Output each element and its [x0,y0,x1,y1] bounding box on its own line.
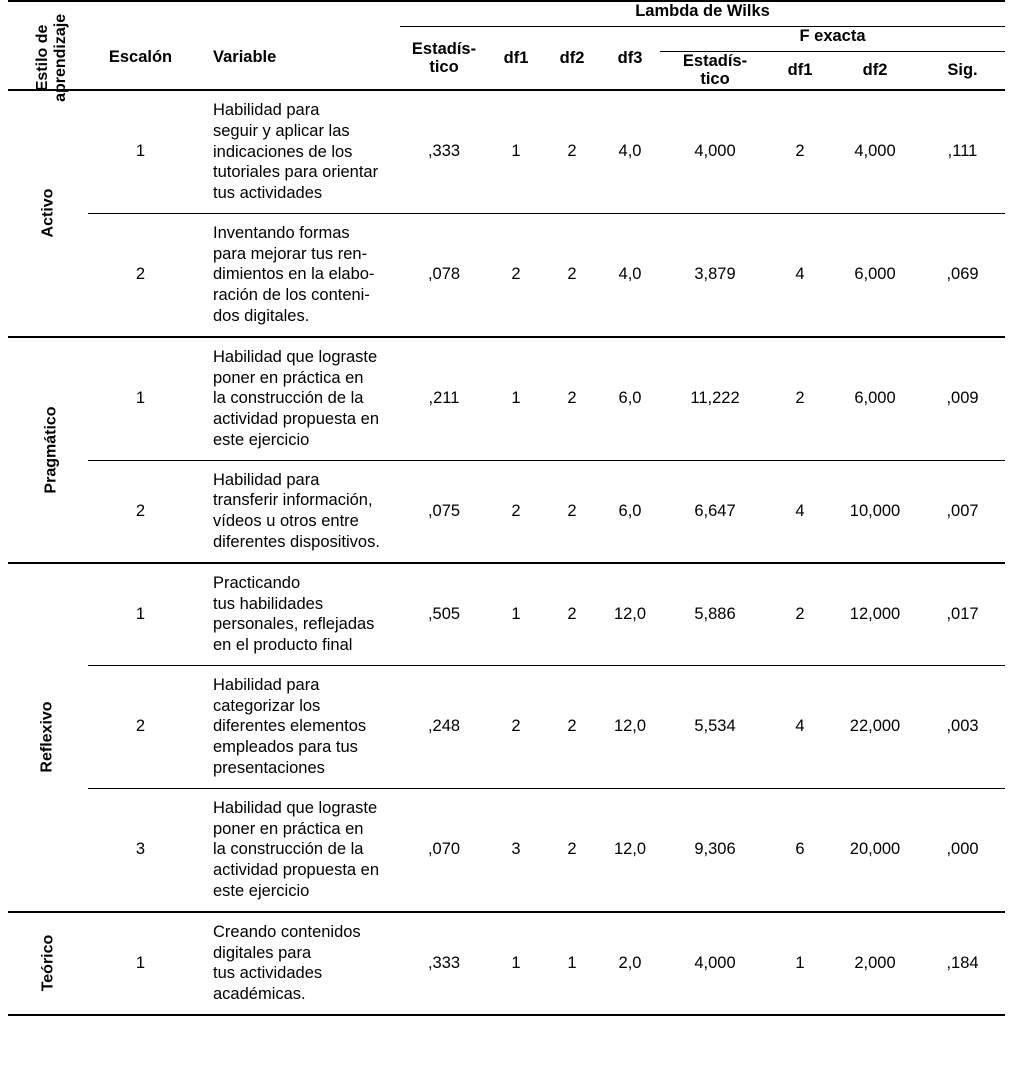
header-lambda-df2: df2 [559,48,585,67]
cell-lambda-df2: 2 [544,90,600,213]
cell-f-estadistico: 4,000 [660,912,770,1014]
estilo-label: Pragmático [42,406,60,494]
header-f-df2: df2 [862,61,888,80]
header-f-estadistico [660,52,770,90]
cell-variable: Habilidad para transferir información, vídeos u otros entre diferentes dispositivos. [193,460,400,563]
cell-lambda-df3: 12,0 [600,563,660,666]
cell-lambda-df1: 2 [488,665,544,788]
header-lambda-estadistico-line2: tico [429,57,459,76]
header-variable: Variable [213,48,277,67]
cell-variable: Habilidad que lograste poner en práctica en la construcción de la actividad propuesta en este ejercicio [193,788,400,911]
cell-escalon: 2 [88,665,193,788]
table-header [8,1,1005,102]
cell-f-df2: 2,000 [830,912,920,1014]
cell-escalon: 1 [88,563,193,666]
cell-lambda-estadistico: ,211 [400,337,488,460]
cell-f-estadistico: 5,886 [660,563,770,666]
cell-estilo-de-aprendizaje [8,912,88,1014]
cell-lambda-df1: 2 [488,460,544,563]
cell-f-sig: ,003 [920,665,1005,788]
cell-f-df2: 4,000 [830,90,920,213]
header-lambda-df3: df3 [617,48,643,67]
cell-f-df1: 4 [770,460,830,563]
cell-lambda-df1: 1 [488,90,544,213]
table-row [8,788,1005,911]
cell-f-estadistico: 11,222 [660,337,770,460]
table-bottom-rule [8,1014,1005,1016]
cell-variable: Habilidad para categorizar los diferentes elementos empleados para tus presentaciones [193,665,400,788]
cell-lambda-df2: 2 [544,337,600,460]
cell-lambda-estadistico: ,248 [400,665,488,788]
table-row [8,460,1005,563]
cell-f-df2: 12,000 [830,563,920,666]
cell-f-estadistico: 4,000 [660,90,770,213]
cell-f-estadistico: 6,647 [660,460,770,563]
table-row [8,563,1005,666]
header-row-fexacta [8,27,1005,52]
cell-escalon: 1 [88,337,193,460]
header-estilo-line2: aprendizaje [52,13,70,102]
cell-escalon: 3 [88,788,193,911]
cell-estilo-de-aprendizaje [8,337,88,563]
cell-f-sig: ,111 [920,90,1005,213]
cell-lambda-df3: 6,0 [600,337,660,460]
cell-lambda-df2: 2 [544,213,600,336]
cell-f-df2: 10,000 [830,460,920,563]
cell-lambda-estadistico: ,075 [400,460,488,563]
cell-escalon: 2 [88,460,193,563]
cell-lambda-estadistico: ,070 [400,788,488,911]
cell-lambda-df1: 3 [488,788,544,911]
header-row-lambda [8,1,1005,27]
cell-f-df1: 2 [770,337,830,460]
cell-lambda-estadistico: ,078 [400,213,488,336]
cell-lambda-df3: 4,0 [600,90,660,213]
cell-variable: Inventando formas para mejorar tus ren- dimientos en la elabo- ración de los conteni- dos digitales. [193,213,400,336]
cell-lambda-df2: 2 [544,460,600,563]
cell-f-estadistico: 9,306 [660,788,770,911]
cell-lambda-df2: 2 [544,788,600,911]
estilo-label: Teórico [38,934,56,992]
cell-escalon: 1 [88,912,193,1014]
cell-lambda-df3: 4,0 [600,213,660,336]
cell-f-sig: ,009 [920,337,1005,460]
header-escalon: Escalón [108,48,173,67]
cell-f-sig: ,069 [920,213,1005,336]
header-f-df1: df1 [787,61,813,80]
header-spacer-step [88,1,193,27]
cell-f-df1: 4 [770,665,830,788]
cell-escalon: 1 [88,90,193,213]
cell-lambda-df3: 6,0 [600,460,660,563]
cell-estilo-de-aprendizaje [8,90,88,337]
cell-f-df2: 6,000 [830,337,920,460]
table-row [8,337,1005,460]
cell-lambda-estadistico: ,333 [400,912,488,1014]
header-f-estadistico-line1: Estadís- [682,52,748,70]
cell-lambda-df1: 1 [488,912,544,1014]
cell-lambda-estadistico: ,333 [400,90,488,213]
header-f-sig: Sig. [947,61,978,80]
table-row [8,912,1005,1014]
cell-f-sig: ,017 [920,563,1005,666]
header-lambda-estadistico-line1: Estadís- [411,39,477,58]
cell-f-df1: 4 [770,213,830,336]
cell-lambda-df2: 1 [544,912,600,1014]
cell-lambda-estadistico: ,505 [400,563,488,666]
cell-lambda-df2: 2 [544,563,600,666]
cell-f-df1: 1 [770,912,830,1014]
header-f-estadistico-line2: tico [700,70,730,89]
header-group-f-exacta: F exacta [660,27,1005,52]
cell-f-df2: 20,000 [830,788,920,911]
cell-lambda-df3: 12,0 [600,788,660,911]
header-estilo-line1: Estilo de [34,24,52,92]
wilks-lambda-table [8,0,1005,1014]
table-row [8,665,1005,788]
header-lambda-estadistico [400,27,488,90]
table-row [8,213,1005,336]
table-row [8,90,1005,213]
cell-lambda-df3: 12,0 [600,665,660,788]
cell-f-df1: 2 [770,563,830,666]
cell-lambda-df3: 2,0 [600,912,660,1014]
cell-variable: Habilidad que lograste poner en práctica en la construcción de la actividad propuesta en este ejercicio [193,337,400,460]
cell-lambda-df1: 1 [488,337,544,460]
cell-f-df1: 2 [770,90,830,213]
cell-escalon: 2 [88,213,193,336]
cell-f-sig: ,184 [920,912,1005,1014]
header-spacer-variable [193,1,400,27]
cell-variable: Practicando tus habilidades personales, reflejadas en el producto final [193,563,400,666]
cell-lambda-df1: 2 [488,213,544,336]
cell-f-estadistico: 5,534 [660,665,770,788]
cell-f-df1: 6 [770,788,830,911]
cell-f-estadistico: 3,879 [660,213,770,336]
cell-f-sig: ,000 [920,788,1005,911]
estilo-label: Reflexivo [38,701,56,773]
header-group-lambda-de-wilks: Lambda de Wilks [400,1,1005,27]
cell-f-sig: ,007 [920,460,1005,563]
header-lambda-df1: df1 [503,48,529,67]
header-estilo-de-aprendizaje [8,13,88,102]
cell-variable: Creando contenidos digitales para tus actividades académicas. [193,912,400,1014]
cell-lambda-df1: 1 [488,563,544,666]
table-body [8,90,1005,1014]
cell-f-df2: 6,000 [830,213,920,336]
estilo-label: Activo [39,188,56,238]
cell-lambda-df2: 2 [544,665,600,788]
cell-f-df2: 22,000 [830,665,920,788]
cell-variable: Habilidad para seguir y aplicar las indicaciones de los tutoriales para orientar tus actividades [193,90,400,213]
cell-estilo-de-aprendizaje [8,563,88,912]
